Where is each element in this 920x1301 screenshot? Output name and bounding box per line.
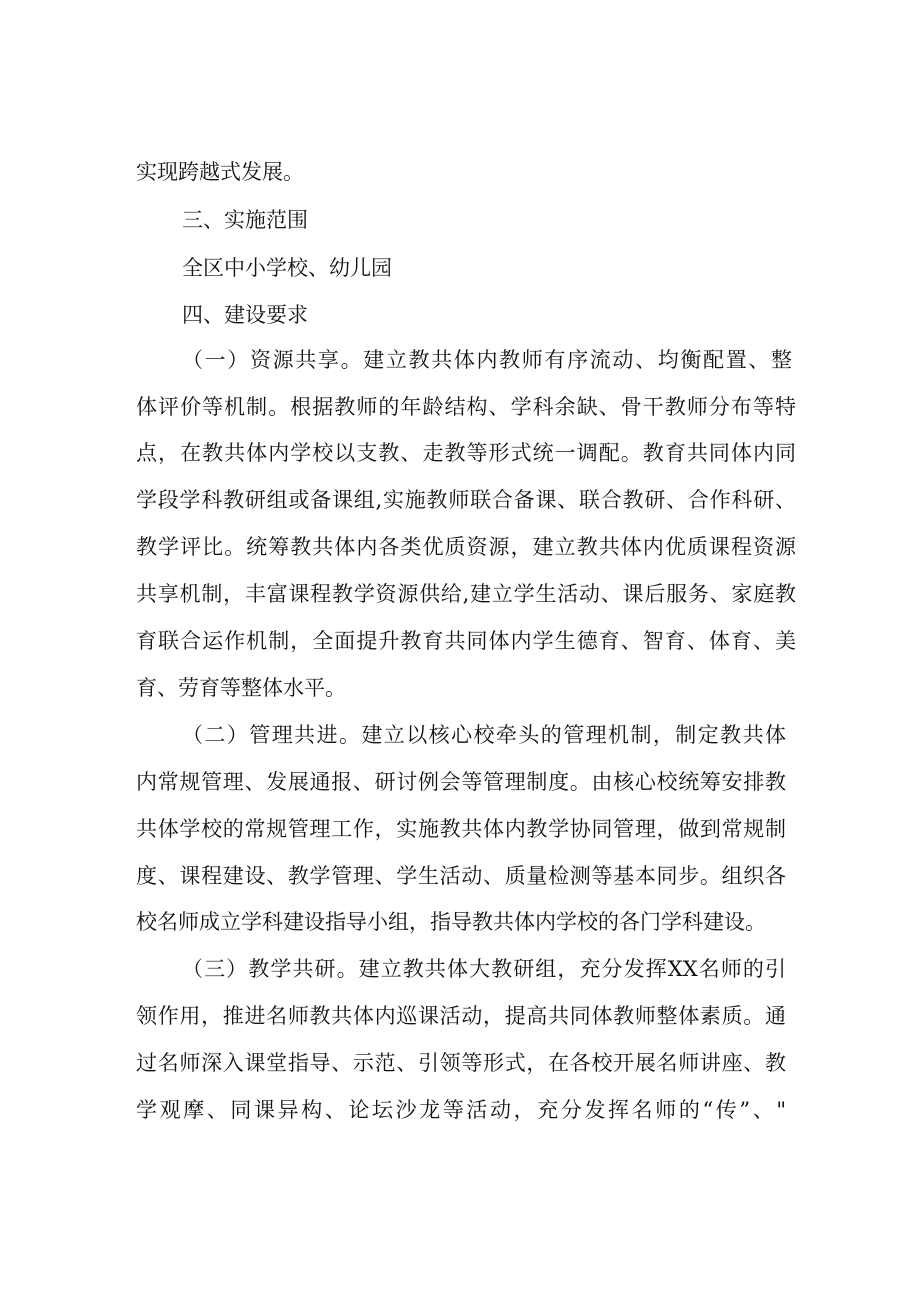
text-line: 学段学科教研组或备课组,实施教师联合备课、联合教研、合作科研、: [136, 488, 796, 512]
text-line: 教学评比。统筹教共体内各类优质资源，建立教共体内优质课程资源: [136, 535, 796, 559]
text-line: 内常规管理、发展通报、研讨例会等管理制度。由核心校统筹安排教: [136, 770, 786, 794]
paragraph-first-line: （三）教学共研。建立教共体大教研组，充分发挥XX名师的引: [182, 957, 786, 981]
text-line: 实现跨越式发展。: [136, 160, 304, 184]
paragraph-first-line: （一）资源共享。建立教共体内教师有序流动、均衡配置、整: [182, 348, 792, 372]
text-line: 育联合运作机制，全面提升教育共同体内学生德育、智育、体育、美: [136, 629, 796, 653]
section-heading: 四、建设要求: [182, 303, 308, 327]
text-line: 共享机制，丰富课程教学资源供给,建立学生活动、课后服务、家庭教: [136, 582, 796, 606]
text-line: 度、课程建设、教学管理、学生活动、质量检测等基本同步。组织各: [136, 864, 786, 888]
text-line: 点，在教共体内学校以支教、走教等形式统一调配。教育共同体内同: [136, 441, 796, 465]
text-line: 领作用，推进名师教共体内巡课活动，提高共同体教师整体素质。通: [136, 1004, 786, 1028]
section-heading: 三、实施范围: [182, 208, 308, 232]
text-line: 育、劳育等整体水平。: [136, 676, 346, 700]
text-line: 校名师成立学科建设指导小组，指导教共体内学校的各门学科建设。: [136, 910, 766, 934]
paragraph-first-line: （二）管理共进。建立以核心校牵头的管理机制，制定教共体: [182, 723, 786, 747]
text-line: 过名师深入课堂指导、示范、引领等形式，在各校开展名师讲座、教: [136, 1051, 786, 1075]
text-line: 学观摩、同课异构、论坛沙龙等活动，充分发挥名师的“传”、": [136, 1098, 786, 1122]
text-line: 共体学校的常规管理工作，实施教共体内教学协同管理，做到常规制: [136, 817, 786, 841]
text-line: 全区中小学校、幼儿园: [182, 256, 392, 280]
text-line: 体评价等机制。根据教师的年龄结构、学科余缺、骨干教师分布等特: [136, 395, 796, 419]
